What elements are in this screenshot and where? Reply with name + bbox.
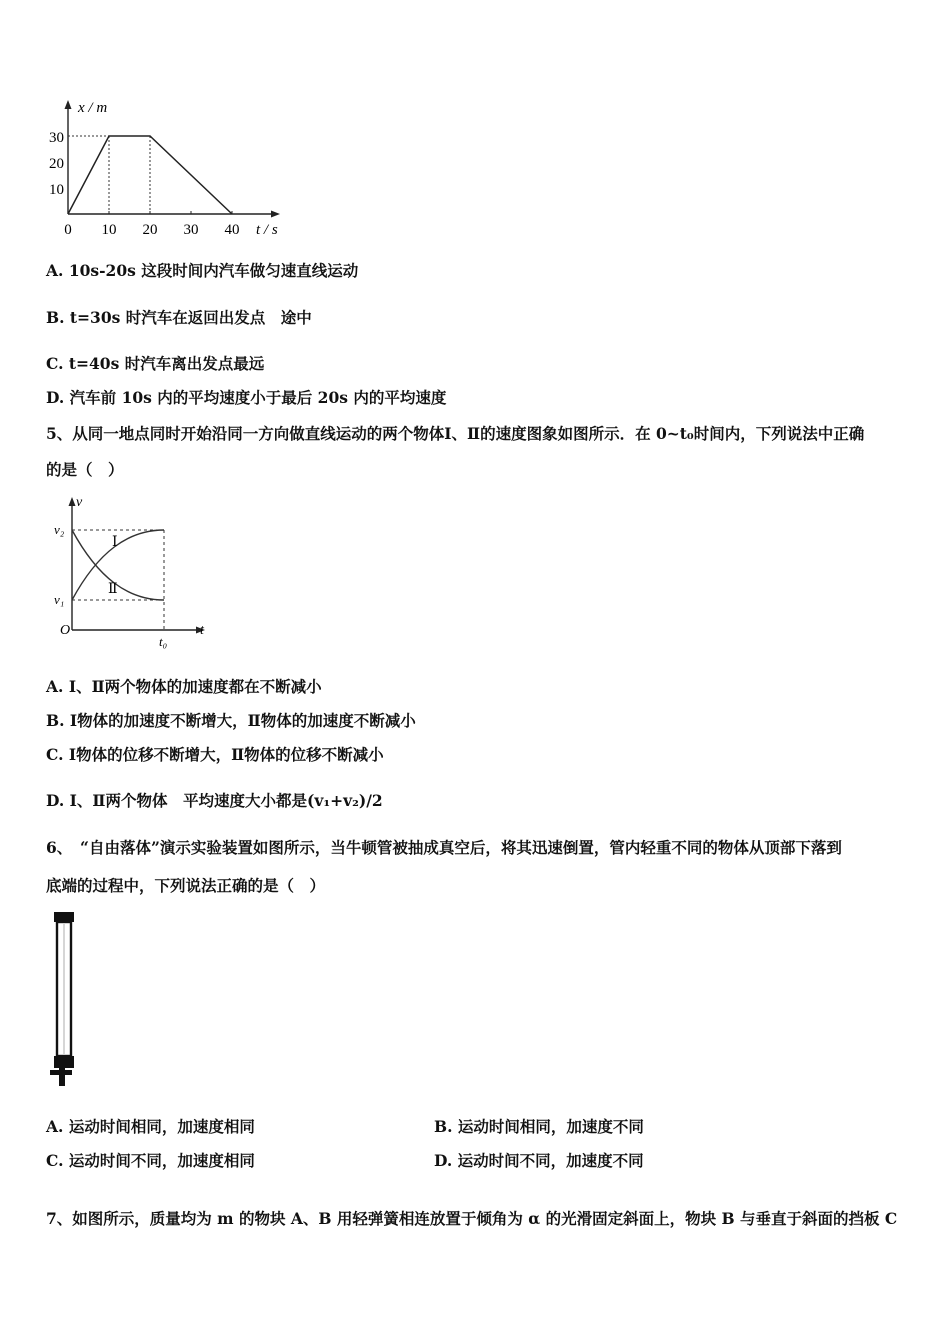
xt-y-arrow [65,100,72,109]
vt-y-arrow [69,497,76,506]
q6-option-c: C. 运动时间不同，加速度相同 [46,1151,255,1170]
xt-y-tick-label: 30 [49,130,64,146]
q4-option-d: D. 汽车前 10s 内的平均速度小于最后 20s 内的平均速度 [46,388,447,407]
xt-x-tick-label: 10 [101,222,117,238]
vt-y-label: v [76,495,83,510]
vt-t0-label: t₀ [159,634,168,649]
xt-chart [38,92,298,242]
xt-y-tick-label: 10 [49,182,64,198]
q5-stem-line2: 的是（ ） [46,460,124,479]
xt-x-tick-label: 0 [64,222,72,238]
tube-valve-stem [59,1068,65,1086]
q6-option-d: D. 运动时间不同，加速度不同 [434,1151,644,1170]
tube-bottom-cap [54,1056,74,1068]
q5-option-b: B. Ⅰ物体的加速度不断增大，Ⅱ物体的加速度不断减小 [46,711,416,730]
xt-x-tick-label: 30 [183,222,199,238]
xt-y-tick-label: 20 [49,156,64,172]
q4-option-c: C. t=40s 时汽车离出发点最远 [46,354,265,373]
q5-option-c: C. Ⅰ物体的位移不断增大，Ⅱ物体的位移不断减小 [46,745,384,764]
vt-curve-2-label: Ⅱ [108,582,118,597]
newton-tube-figure [46,908,86,1090]
vt-v2-label: v₂ [54,522,65,537]
q5-stem-line1: 5、从同一地点同时开始沿同一方向做直线运动的两个物体Ⅰ、Ⅱ的速度图象如图所示．在 0~t₀时间内，下列说法中正确 [46,424,865,443]
q5-option-d: D. Ⅰ、Ⅱ两个物体 平均速度大小都是(v₁+v₂)/2 [46,791,383,810]
q6-stem-line2: 底端的过程中，下列说法正确的是（ ） [46,876,326,895]
tube-top-cap [54,912,74,922]
q6-option-a: A. 运动时间相同，加速度相同 [46,1117,255,1136]
vt-curve-1-label: Ⅰ [112,535,118,550]
q5-option-a: A. Ⅰ、Ⅱ两个物体的加速度都在不断减小 [46,677,322,696]
xt-x-tick-label: 20 [142,222,158,238]
xt-x-arrow [271,211,280,218]
q4-option-a: A. 10s-20s 这段时间内汽车做匀速直线运动 [46,261,359,280]
vt-v1-label: v₁ [54,592,65,607]
q6-stem-line1: 6、 “自由落体”演示实验装置如图所示，当牛顿管被抽成真空后，将其迅速倒置，管内轻重不同的物体从顶部下落到 [46,838,842,857]
vt-curve-1 [72,530,164,600]
vt-origin-label: O [60,623,71,638]
q4-option-b: B. t=30s 时汽车在返回出发点 途中 [46,308,312,327]
q6-option-b: B. 运动时间相同，加速度不同 [434,1117,644,1136]
vt-chart [48,492,218,652]
q7-stem-line1: 7、如图所示，质量均为 m 的物块 A、B 用轻弹簧相连放置于倾角为 α 的光滑固定斜面上，物块 B 与垂直于斜面的挡板 C [46,1209,898,1228]
vt-x-label: t [200,623,204,638]
xt-x-tick-label: 40 [224,222,240,238]
xt-x-axis-label: t / s [256,222,278,238]
xt-series-line [68,136,232,214]
xt-y-axis-label: x / m [78,100,108,116]
vt-curve-2 [72,530,164,600]
